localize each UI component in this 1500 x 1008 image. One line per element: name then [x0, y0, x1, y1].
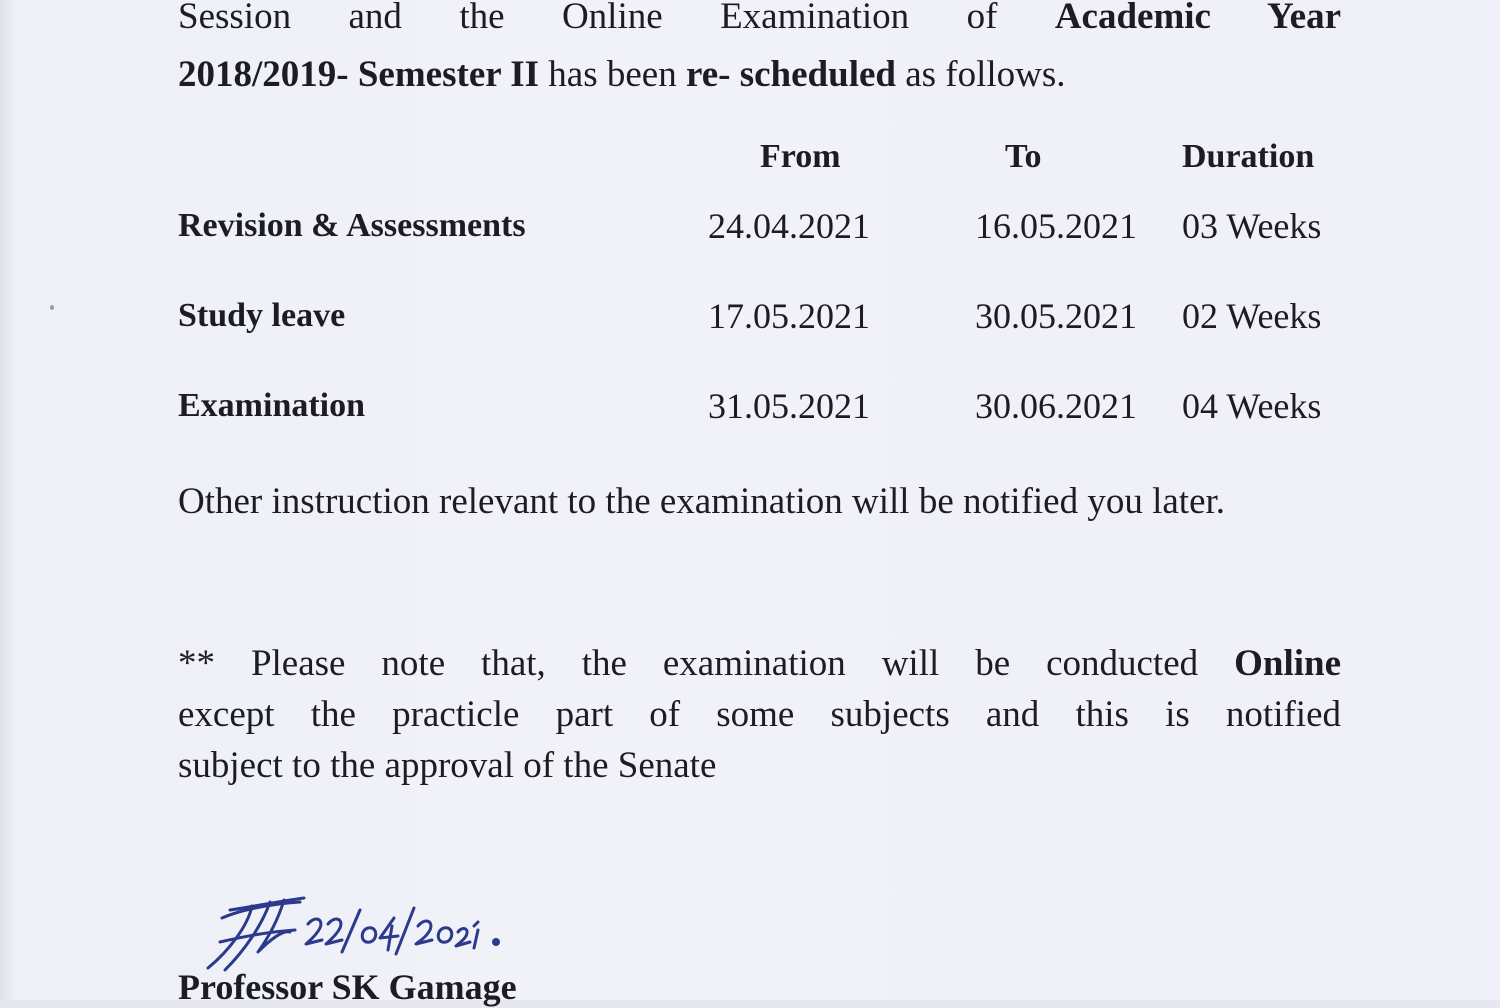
note-paragraph: [178, 638, 1341, 791]
row-activity: Study leave: [178, 297, 346, 334]
note-line-3: subject to the approval of the Senate: [178, 745, 717, 786]
row-from: 31.05.2021: [708, 386, 870, 426]
row-activity: Examination: [178, 387, 366, 424]
intro-text: Session and the Online Examination of: [178, 0, 998, 37]
row-to: 30.06.2021: [975, 386, 1137, 426]
row-to: 30.05.2021: [975, 296, 1137, 336]
note-text: ** Please note that, the examination will be conducted: [178, 643, 1199, 684]
academic-year-label: Academic Year: [1054, 0, 1341, 37]
header-from: From: [760, 138, 841, 175]
signatory-name: Professor SK Gamage: [178, 967, 517, 1007]
intro-text-2: has been: [539, 54, 686, 95]
intro-paragraph: [178, 0, 1341, 104]
header-to: To: [1005, 138, 1042, 175]
note-line-2: except the practicle part of some subjects and this is notified: [178, 694, 1341, 735]
instruction-paragraph: Other instruction relevant to the examination will be notified you later.: [178, 481, 1226, 522]
row-duration: 04 Weeks: [1182, 386, 1322, 426]
online-label: Online: [1234, 643, 1342, 684]
row-from: 17.05.2021: [708, 296, 870, 336]
note-line-1: [178, 638, 1341, 689]
intro-line-1: [178, 0, 1341, 46]
rescheduled-label: re- scheduled: [685, 54, 896, 95]
intro-line-2: [178, 46, 1341, 104]
row-duration: 03 Weeks: [1182, 206, 1322, 246]
handwritten-signature: [200, 880, 580, 980]
semester-label: 2018/2019- Semester II: [178, 54, 540, 95]
row-duration: 02 Weeks: [1182, 296, 1322, 336]
scan-speck: [50, 305, 54, 310]
row-activity: Revision & Assessments: [178, 207, 526, 244]
row-from: 24.04.2021: [708, 206, 870, 246]
intro-text-3: as follows.: [895, 54, 1066, 95]
row-to: 16.05.2021: [975, 206, 1137, 246]
header-duration: Duration: [1182, 138, 1315, 175]
